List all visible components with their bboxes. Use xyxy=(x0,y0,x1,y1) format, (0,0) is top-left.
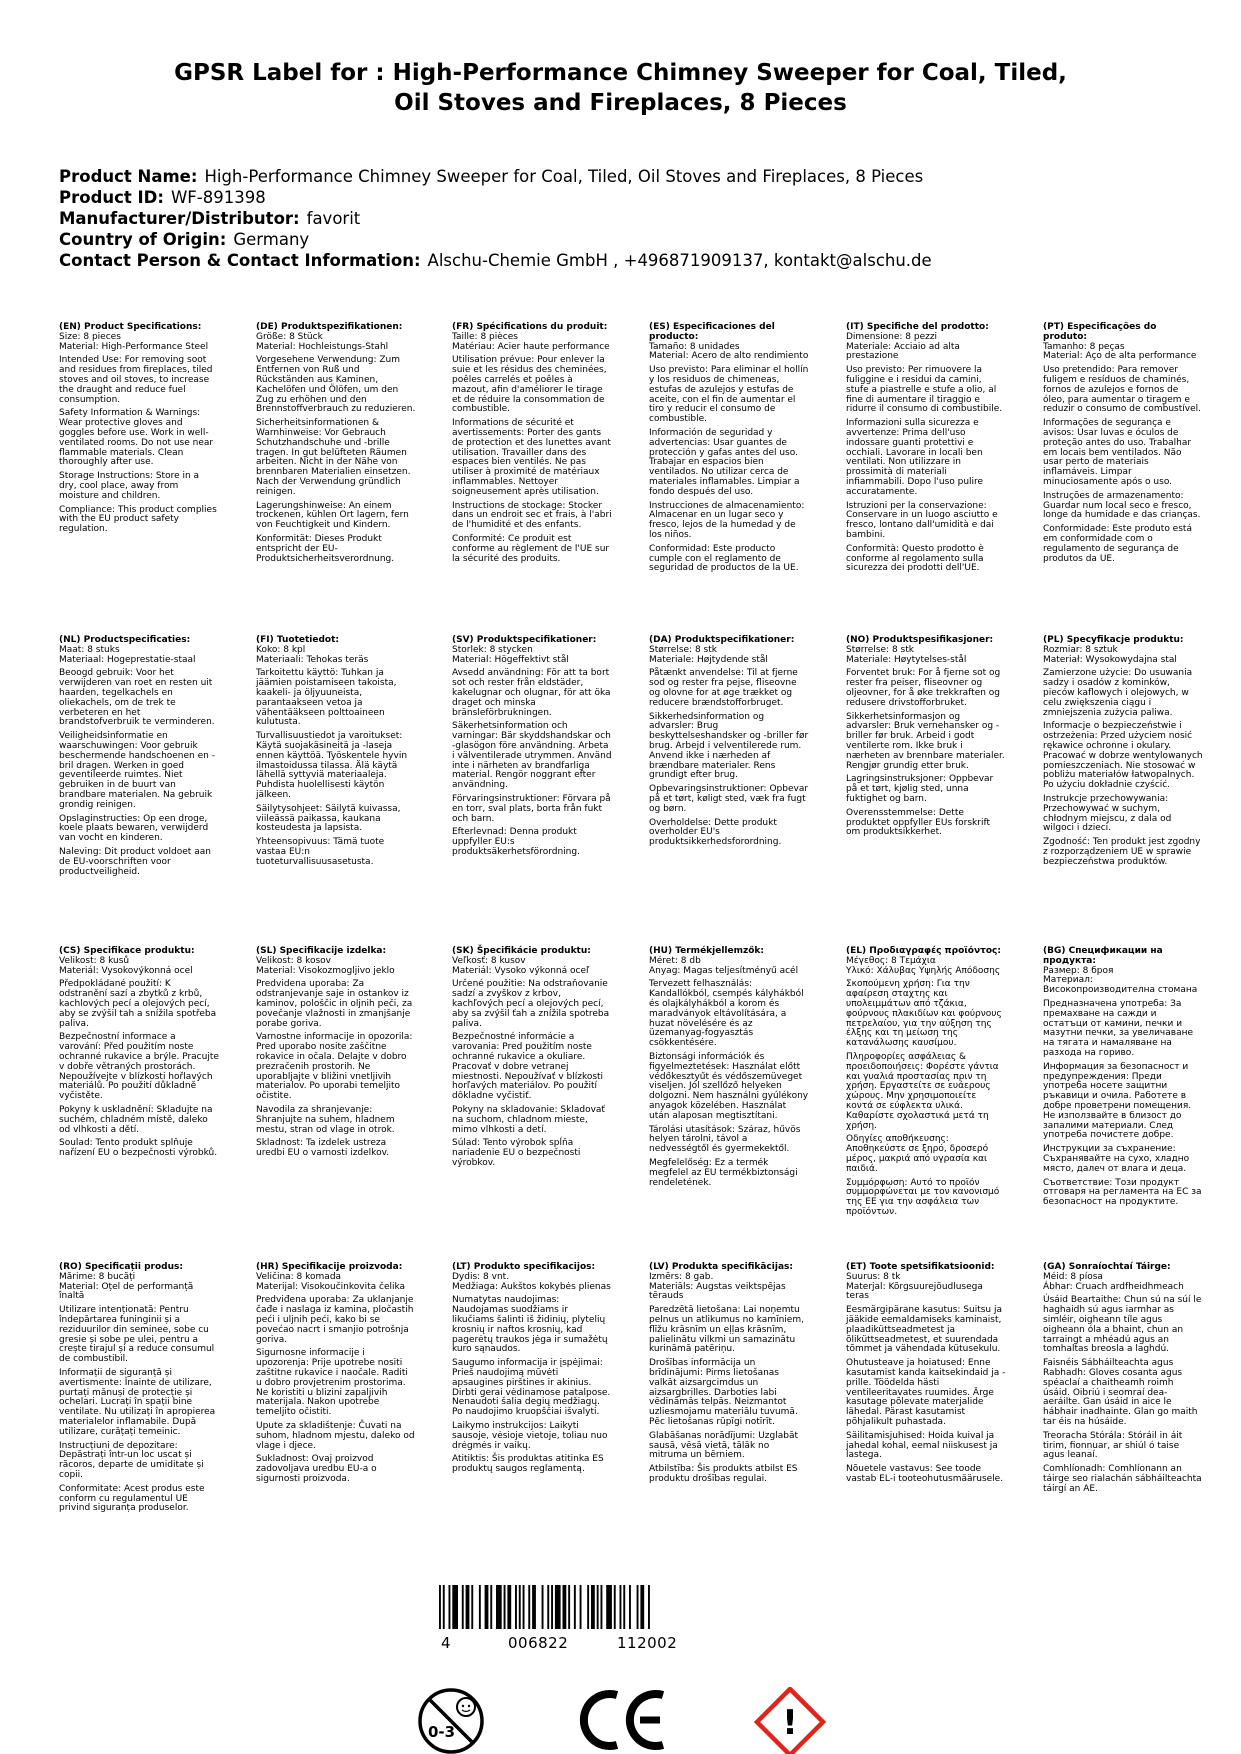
barcode-bar xyxy=(606,1585,612,1629)
barcode-bar xyxy=(563,1585,567,1629)
info-country-of-origin: Country of Origin: Germany xyxy=(59,230,310,249)
info-manufacturer: Manufacturer/Distributor: favorit xyxy=(59,209,361,228)
spec-section-sv: (SV) Produktspecifikationer: Storlek: 8 stycken Material: Högeffektivt stål Avsedd användning: För att ta bort sot och rester från eldstäder, kakelugnar och olugnar, för att öka draget och minska bränsleförbrukningen. Säkerhetsinformation och varningar: Bär skyddshandskar och -glasögon före användning. Arbeta i välventilerade utrymmen. Använd inte i närheten av brandfarliga material. Rengör noggrant efter användning. Förvaringsinstruktioner: Förvara på en torr, sval plats, borta från fukt och barn. Efterlevnad: Denna produkt uppfyller EU:s produktsäkerhetsförordning. xyxy=(452,635,612,857)
barcode xyxy=(435,1585,715,1678)
barcode-bar xyxy=(466,1585,470,1629)
spec-section-lt: (LT) Produkto specifikacijos: Dydis: 8 vnt. Medžiaga: Aukštos kokybės plienas Numatytas naudojimas: Naudojamas suodžiams ir likučiams šalinti iš židinių, plytelių krosnių ir naftos krosnių, kad pagerėtų traukos jėga ir sumažėtų kuro sąnaudos. Saugumo informacija ir įspėjimai: Prieš naudojimą mūvėti apsaugines pirštines ir akinius. Dirbti gerai vėdinamose patalpose. Nenaudoti šalia degių medžiagų. Po naudojimo kruopščiai išvalyti. Laikymo instrukcijos: Laikyti sausoje, vėsioje vietoje, toliau nuo drėgmės ir vaikų. Atitiktis: Šis produktas atitinka ES produktų saugos reglamentą. xyxy=(452,1262,611,1475)
title-line-1: GPSR Label for : High-Performance Chimney Sweeper for Coal, Tiled, xyxy=(174,60,1067,86)
spec-section-el: (EL) Προδιαγραφές προϊόντος: Μέγεθος: 8 Τεμάχια Υλικό: Χάλυβας Υψηλής Απόδοσης Σκοπούμενη χρήση: Για την αφαίρεση σταχτης και υπολειμμάτων από τζάκια, φούρνους πλακιδίων και φούρνους πετρελαίου, για την αύξηση της έλξης και τη μείωση της κατανάλωσης καυσίμου. Πληροφορίες ασφάλειας & προειδοποιήσεις: Φορέστε γάντια και γυαλιά προστασίας πριν τη χρήση. Εργαστείτε σε ευάερους χώρους. Μην χρησιμοποιείτε κοντά σε εύφλεκτα υλικά. Καθαρίστε σχολαστικά μετά τη χρήση. Οδηγίες αποθήκευσης: Αποθηκεύστε σε ξηρό, δροσερό μέρος, μακριά από υγρασία και παιδιά. Συμμόρφωση: Αυτό το προϊόν συμμορφώνεται με τον κανονισμό της ΕΕ για την ασφάλεια των προϊόντων. xyxy=(846,946,1002,1217)
barcode-bar xyxy=(515,1585,517,1629)
spec-section-cs: (CS) Specifikace produktu: Velikost: 8 kusů Materiál: Vysokovýkonná ocel Předpokládané použití: K odstranění sazí a zbytků z krbů, kachlových pecí a olejových pecí, aby se zvýšil tah a snížila spotřeba paliva. Bezpečnostní informace a varování: Před použitím noste ochranné rukavice a brýle. Pracujte v dobře větraných prostorách. Nepoužívejte v blízkosti hořlavých materiálů. Po použití důkladně vyčistěte. Pokyny k uskladnění: Skladujte na suchém, chladném místě, daleko od vlhkosti a dětí. Soulad: Tento produkt splňuje nařízení EU o bezpečnosti výrobků. xyxy=(59,946,219,1159)
spec-section-de: (DE) Produktspezifikationen: Größe: 8 Stück Material: Hochleistungs-Stahl Vorgesehene Verwendung: Zum Entfernen von Ruß und Rückständen aus Kaminen, Kachelöfen und Ölöfen, um den Zug zu erhöhen und den Brennstoffverbrauch zu reduzieren. Sicherheitsinformationen & Warnhinweise: Vor Gebrauch Schutzhandschuhe und -brille tragen. In gut belüfteten Räumen arbeiten. Nicht in der Nähe von brennbaren Materialien einsetzen. Nach der Verwendung gründlich reinigen. Lagerungshinweise: An einem trockenen, kühlen Ort lagern, fern von Feuchtigkeit und Kindern. Konformität: Dieses Produkt entspricht der EU-Produktsicherheitsverordnung. xyxy=(256,322,416,564)
barcode-bar xyxy=(587,1585,589,1629)
barcode-bar xyxy=(637,1585,639,1629)
barcode-bar xyxy=(443,1585,445,1629)
barcode-bar xyxy=(591,1585,595,1629)
barcode-bar xyxy=(452,1585,458,1629)
spec-section-sk: (SK) Špecifikácie produktu: Veľkosť: 8 kusov Materiál: Vysoko výkonná oceľ Určené použitie: Na odstraňovanie sadzí a zvyškov z krbov, kachľových pecí a olejových pecí, aby sa zvýšil ťah a znížila spotreba paliva. Bezpečnostné informácie a varovania: Pred použitím noste ochranné rukavice a okuliare. Pracovať v dobre vetranej miestnosti. Nepoužívať v blízkosti horľavých materiálov. Po použití dôkladne vyčistiť. Pokyny na skladovanie: Skladovať na suchom, chladnom mieste, mimo vlhkosti a detí. Súlad: Tento výrobok spĺňa nariadenie EU o bezpečnosti výrobkov. xyxy=(452,946,610,1168)
hazard-exclamation-mark: ! xyxy=(782,1703,798,1743)
barcode-bar xyxy=(597,1585,599,1629)
spec-section-pl: (PL) Specyfikacje produktu: Rozmiar: 8 sztuk Materiał: Wysokowydajna stal Zamierzone użycie: Do usuwania sadzy i osadów z kominków, pieców kaflowych i olejowych, w celu zwiększenia ciągu i zmniejszenia zużycia paliwa. Informacje o bezpieczeństwie i ostrzeżenia: Przed użyciem nosić rękawice ochronne i okulary. Pracować w dobrze wentylowanych pomieszczeniach. Nie stosować w pobliżu materiałów łatwopalnych. Po użyciu dokładnie czyścić. Instrukcje przechowywania: Przechowywać w suchym, chłodnym miejscu, z dala od wilgoci i dzieci. Zgodność: Ten produkt jest zgodny z rozporządzeniem UE w sprawie bezpieczeństwa produktów. xyxy=(1043,635,1203,867)
barcode-bar xyxy=(640,1585,644,1629)
age-warning-label: 0-3 xyxy=(428,1723,456,1741)
barcode-bar xyxy=(496,1585,502,1629)
product-info-block xyxy=(59,166,1209,271)
spec-section-fi: (FI) Tuotetiedot: Koko: 8 kpl Materiaali: Tehokas teräs Tarkoitettu käyttö: Tuhkan ja jäämien poistamiseen takoista, kaakeli- ja öljyuuneista, parantaakseen vetoa ja vähentääkseen polttoaineen kulutusta. Turvallisuustiedot ja varoitukset: Käytä suojakäsineitä ja -laseja ennen käyttöä. Työskentele hyvin ilmastoidussa tilassa. Älä käytä lähellä syttyviä materiaaleja. Puhdista huolellisesti käytön jälkeen. Säilytysohjeet: Säilytä kuivassa, viileässä paikassa, kaukana kosteudesta ja lapsista. Yhteensopivuus: Tämä tuote vastaa EU:n tuoteturvallisuusasetusta. xyxy=(256,635,408,867)
barcode-bar xyxy=(532,1585,536,1629)
barcode-bar xyxy=(614,1585,616,1629)
barcode-digit-left: 4 xyxy=(441,1634,452,1652)
spec-section-et: (ET) Toote spetsifikatsioonid: Suurus: 8 tk Materjal: Kõrgsuurejõudlusega teras Eesmärgipärane kasutus: Suitsu ja jääkide eemaldamiseks kaminaist, plaadiküttseadmetest ja õliküttseadmetest, et suurendada tõmmet ja vähendada kütusekulu. Ohutusteave ja hoiatused: Enne kasutamist kanda kaitsekindaid ja -prille. Töödelda hästi ventileeritavates ruumides. Ärge kasutage põlevate materjalide lähedal. Pärast kasutamist põhjalikult puhastada. Säilitamisjuhised: Hoida kuival ja jahedal kohal, eemal niiskusest ja lastega. Nõuetele vastavus: See toode vastab EL-i tooteohutusmäärusele. xyxy=(846,1262,1006,1484)
title-line-2: Oil Stoves and Fireplaces, 8 Pieces xyxy=(394,90,847,116)
barcode-bar xyxy=(580,1585,582,1629)
barcode-bar xyxy=(623,1585,625,1629)
barcode-digits-middle: 006822 xyxy=(508,1634,569,1652)
barcode-bar xyxy=(528,1585,530,1629)
barcode-bar xyxy=(568,1585,570,1629)
spec-section-hr: (HR) Specifikacije proizvoda: Veličina: 8 komada Materijal: Visokoučinkovita čelika Predviđena uporaba: Za uklanjanje čađe i naslaga iz kamina, pločastih peći i uljnih peći, kako bi se povećao nacrt i smanjio potrošnja goriva. Sigurnosne informacije i upozorenja: Prije upotrebe nositi zaštitne rukavice i naočale. Raditi u dobro provjetrenim prostorima. Ne koristiti u blizini zapaljivih materijala. Nakon upotrebe temeljito očistiti. Upute za skladištenje: Čuvati na suhom, hladnom mjestu, daleko od vlage i djece. Sukladnost: Ovaj proizvod zadovoljava uredbu EU-a o sigurnosti proizvoda. xyxy=(256,1262,415,1484)
barcode-bar xyxy=(471,1585,473,1629)
barcode-bar xyxy=(547,1585,549,1629)
spec-section-pt: (PT) Especificações do produto: Tamanho: 8 peças Material: Aço de alta performance Uso pretendido: Para remover fuligem e resíduos de chaminés, fornos de azulejos e fornos de óleo, para aumentar o tiragem e reduzir o consumo de combustível. Informações de segurança e avisos: Usar luvas e óculos de proteção antes do uso. Trabalhar em locais bem ventilados. Não usar perto de materiais inflamáveis. Limpar minuciosamente após o uso. Instruções de armazenamento: Guardar num local seco e fresco, longe da humidade e das crianças. Conformidade: Este produto está em conformidade com o regulamento de segurança de produtos da UE. xyxy=(1043,322,1201,564)
ce-mark-icon xyxy=(584,1694,663,1746)
barcode-bar xyxy=(542,1585,544,1629)
barcode-bar xyxy=(479,1585,481,1629)
barcode-bar xyxy=(523,1585,525,1629)
barcode-bar xyxy=(555,1585,561,1629)
spec-section-en: (EN) Product Specifications: Size: 8 pieces Material: High-Performance Steel Intended Use: For removing soot and residues from fireplaces, tiled stoves and oil stoves, to increase the draught and reduce fuel consumption. Safety Information & Warnings: Wear protective gloves and goggles before use. Work in well-ventilated rooms. Do not use near flammable materials. Clean thoroughly after use. Storage Instructions: Store in a dry, cool place, away from moisture and children. Compliance: This product complies with the EU product safety regulation. xyxy=(59,322,217,535)
spec-section-lv: (LV) Produkta specifikācijas: Izmērs: 8 gab. Materiāls: Augstas veiktspējas tērauds Paredzētā lietošana: Lai noņemtu pelnus un atlikumus no kamīniem, flīžu krāsnīm un eļļas krāsnīm, palielinātu vilkmi un samazinātu kurināmā patēriņu. Drošības informācija un brīdinājumi: Pirms lietošanas valkāt aizsargcimdus un aizsargbrilles. Darboties labi vēdināmās telpās. Neizmantot uzliesmojamu materiālu tuvumā. Pēc lietošanas rūpīgi notīrīt. Glabāšanas norādījumi: Uzglabāt sausā, vēsā vietā, tālāk no mitruma un bērniem. Atbilstība: Šis produkts atbilst ES produktu drošības regulai. xyxy=(649,1262,804,1484)
compliance-icons xyxy=(0,1687,1241,1754)
barcode-bar xyxy=(620,1585,622,1629)
hazard-exclamation-icon xyxy=(757,1689,823,1754)
barcode-bar xyxy=(439,1585,441,1629)
barcode-bar xyxy=(485,1585,489,1629)
barcode-bar xyxy=(601,1585,603,1629)
barcode-bar xyxy=(648,1585,650,1629)
info-contact: Contact Person & Contact Information: Alschu-Chemie GmbH , +496871909137, kontakt@alschu.de xyxy=(59,251,932,270)
spec-section-fr: (FR) Spécifications du produit: Taille: 8 pièces Matériau: Acier haute performance Utilisation prévue: Pour enlever la suie et les résidus des cheminées, poêles carrelés et poêles à mazout, afin d'améliorer le tirage et de réduire la consommation de combustible. Informations de sécurité et avertissements: Porter des gants de protection et des lunettes avant utilisation. Travailler dans des espaces bien ventilés. Ne pas utiliser à proximité de matériaux inflammables. Nettoyer soigneusement après utilisation. Instructions de stockage: Stocker dans un endroit sec et frais, à l'abri de l'humidité et des enfants. Conformité: Ce produit est conforme au règlement de l'UE sur la sécurité des produits. xyxy=(452,322,612,564)
barcode-digits-right: 112002 xyxy=(617,1634,678,1652)
spec-section-es: (ES) Especificaciones del producto: Tamaño: 8 unidades Material: Acero de alto rendimiento Uso previsto: Para eliminar el hollín y los residuos de chimeneas, estufas de azulejos y estufas de aceite, con el fin de aumentar el tiro y reducir el consumo de combustible. Información de seguridad y advertencias: Usar guantes de protección y gafas antes del uso. Trabajar en espacios bien ventilados. No utilizar cerca de materiales inflamables. Limpiar a fondo después del uso. Instrucciones de almacenamiento: Almacenar en un lugar seco y fresco, lejos de la humedad y de los niños. Conformidad: Este producto cumple con el reglamento de seguridad de productos de la UE. xyxy=(649,322,809,574)
barcode-bar xyxy=(574,1585,576,1629)
age-warning-0-3-icon xyxy=(420,1690,482,1752)
barcode-bar xyxy=(551,1585,553,1629)
spec-section-bg: (BG) Спецификации на продукта: Размер: 8 броя Материал: Високопроизводителна стомана Предназначена употреба: За премахване на сажди и остатъци от камини, печки и мазутни печки, за увеличаване на тягата и намаляване на разхода на гориво. Информация за безопасност и предупреждения: Преди употреба носете защитни ръкавици и очила. Работете в добре проветрени помещения. Не използвайте в близост до запалими материали. След употреба почистете добре. Инструкции за съхранение: Съхранявайте на сухо, хладно място, далеч от влага и деца. Съответствие: Този продукт отговаря на регламента на ЕС за безопасност на продуктите. xyxy=(1043,946,1202,1208)
barcode-bar xyxy=(490,1585,492,1629)
spec-section-ga: (GA) Sonraíochtaí Táirge: Méid: 8 píosa Ábhar: Cruach ardfheidhmeach Úsáid Beartaithe: Chun sú na súí le haghaidh sú agus iarmhar as simléir, oigheann tíle agus oigheann óla a bhaint, chun an tarraingt a mhéadú agus an tomhaltas breosla a laghdú. Faisnéis Sábháilteachta agus Rabhadh: Gloves cosanta agus spéaclaí a chaitheamh roimh úsáid. Oibriú i seomraí dea-aeráilte. Gan úsáid in aice le hábhair inadhainte. Glan go maith tar éis na húsáide. Treoracha Stórála: Stóráil in áit tirim, fionnuar, ar shiúl ó taise agus leanaí. Comhlíonadh: Comhlíonann an táirge seo rialachán sábháilteachta táirgí an AE. xyxy=(1043,1262,1202,1494)
barcode-bar xyxy=(449,1585,451,1629)
info-product-id: Product ID: WF-891398 xyxy=(59,188,266,207)
page-title xyxy=(100,58,1141,118)
spec-section-nl: (NL) Productspecificaties: Maat: 8 stuks Materiaal: Hogeprestatie-staal Beoogd gebruik: Voor het verwijderen van roet en resten uit haarden, tegelkachels en oliekachels, om de trek te verbeteren en het brandstofverbruik te verminderen. Veiligheidsinformatie en waarschuwingen: Voor gebruik beschermende handschoenen en -bril dragen. Werken in goed geventileerde ruimtes. Niet gebruiken in de buurt van brandbare materialen. Na gebruik grondig reinigen. Opslaginstructies: Op een droge, koele plaats bewaren, verwijderd van vocht en kinderen. Naleving: Dit product voldoet aan de EU-voorschriften voor productveiligheid. xyxy=(59,635,215,877)
barcode-bar xyxy=(519,1585,521,1629)
spec-section-it: (IT) Specifiche del prodotto: Dimensione: 8 pezzi Materiale: Acciaio ad alta prestazione Uso previsto: Per rimuovere la fuliggine e i residui da camini, stufe a piastrelle e stufe a olio, al fine di aumentare il tiraggio e ridurre il consumo di combustibile. Informazioni sulla sicurezza e avvertenze: Prima dell'uso indossare guanti protettivi e occhiali. Lavorare in locali ben ventilati. Non utilizzare in prossimità di materiali infiammabili. Dopo l'uso pulire accuratamente. Istruzioni per la conservazione: Conservare in un luogo asciutto e fresco, lontano dall'umidità e dai bambini. Conformità: Questo prodotto è conforme al regolamento sulla sicurezza dei prodotti dell'UE. xyxy=(846,322,1003,574)
info-product-name: Product Name: High-Performance Chimney Sweeper for Coal, Tiled, Oil Stoves and Fireplaces, 8 Pieces xyxy=(59,167,924,186)
barcode-bar xyxy=(629,1585,631,1629)
barcode-bar xyxy=(504,1585,506,1629)
spec-section-ro: (RO) Specificații produs: Mărime: 8 bucăți Material: Oțel de performanță înaltă Utilizare intenționată: Pentru îndepărtarea funinginii și a reziduurilor din seminee, sobe cu gresie și sobe pe ulei, pentru a crește tirajul și a reduce consumul de combustibil. Informații de siguranță și avertismente: Înainte de utilizare, purtați mănuși de protecție și ochelari. Lucrați în spații bine ventilate. Nu utilizați în apropierea materialelor inflamabile. După utilizare, curățați temeinic. Instrucțiuni de depozitare: Depăstrați într-un loc uscat și răcoros, departe de umiditate și copii. Conformitate: Acest produs este conform cu regulamentul UE privind siguranța produselor. xyxy=(59,1262,216,1514)
spec-section-no: (NO) Produktspesifikasjoner: Størrelse: 8 stk Materiale: Høytytelses-stål Forventet bruk: For å fjerne sot og rester fra peiser, fliseovner og oljeovner, for å øke trekkraften og redusere drivstofforbruket. Sikkerhetsinformasjon og advarsler: Bruk vernehansker og -briller før bruk. Arbeid i godt ventilerte rom. Ikke bruk i nærheten av brennbare materialer. Rengjør grundig etter bruk. Lagringsinstruksjoner: Oppbevar på et tørt, kjølig sted, unna fuktighet og barn. Overensstemmelse: Dette produktet oppfyller EUs forskrift om produktsikkerhet. xyxy=(846,635,1005,838)
spec-section-sl: (SL) Specifikacije izdelka: Velikost: 8 kosov Material: Visokozmogljivo jeklo Predvidena uporaba: Za odstranjevanje saje in ostankov iz kaminov, pološčic in oljnih peči, za povečanje vlažnosti in zmanjšanje porabe goriva. Varnostne informacije in opozorila: Pred uporabo nosite zaščitne rokavice in očala. Delajte v dobro prezračenih prostorih. Ne uporabljajte v bližini vnetljivih materialov. Po uporabi temeljito očistite. Navodila za shranjevanje: Shranjujte na suhem, hladnem mestu, stran od vlage in otrok. Skladnost: Ta izdelek ustreza uredbi EU o varnosti izdelkov. xyxy=(256,946,413,1159)
barcode-bar xyxy=(462,1585,464,1629)
spec-section-da: (DA) Produktspecifikationer: Størrelse: 8 stk Materiale: Højtydende stål Påtænkt anvendelse: Til at fjerne sod og rester fra pejse, fliseovne og olovne for at øge trækket og reducere brændstofforbruget. Sikkerhedsinformation og advarsler: Brug beskyttelseshandsker og -briller før brug. Arbejd i velventilerede rum. Anvend ikke i nærheden af brændbare materialer. Rens grundigt efter brug. Opbevaringsinstruktioner: Opbevar på et tørt, køligt sted, væk fra fugt og børn. Overholdelse: Dette produkt overholder EU's produktsikkerhedsforordning. xyxy=(649,635,809,848)
spec-section-hu: (HU) Termékjellemzők: Méret: 8 db Anyag: Magas teljesítményű acél Tervezett felhasználás: Kandallókból, csempés kályhákból és olajkályhákból a korom és maradványok eltávolítására, a huzat növelésére és az üzemanyag-fogyasztás csökkentésére. Biztonsági információk és figyelmeztetések: Használat előtt védőkesztyűt és védőszemüveget viseljen. Jól szellőző helyeken dolgozni. Nem használni gyúlékony anyagok közelében. Használat után alaposan megtisztítani. Tárolási utasítások: Száraz, hűvös helyen tárolni, távol a nedvességtől és gyermekektől. Megfelelőség: Ez a termék megfelel az EU termékbiztonsági rendeletének. xyxy=(649,946,809,1188)
barcode-bar xyxy=(507,1585,511,1629)
